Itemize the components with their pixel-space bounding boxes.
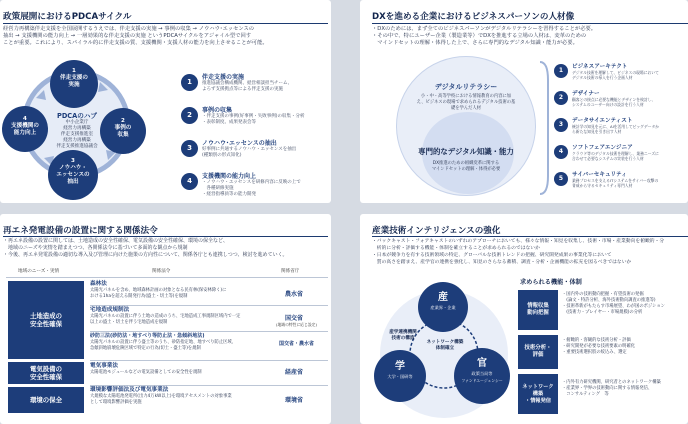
industry-title: 産業技術インテリジェンスの強化 — [372, 226, 501, 236]
pdca-title: 政策展開におけるPDCAサイクル — [3, 12, 132, 22]
pdca-intro-line-2: 抽出 → 支援機関の能力向上 → 一層効果的な伴走支援の実施 というPDCAサイクルをアジャイル型で回す — [3, 33, 252, 39]
dx-role-desc: 業務プロセスを支えるITシステムをサイバー攻撃の — [572, 178, 659, 183]
dx-intro-line-1: ・DXのためには、まず全てのビジネスパーソンがデジタルリテラシーを習得することが必要。 — [372, 26, 597, 32]
dx-role-number: 4 — [554, 145, 568, 159]
dx-role-desc: デジタル技術の導入を行う企画人材 — [572, 75, 633, 80]
dx-outer-desc: 礎を学んだ人材 — [450, 106, 482, 111]
pdca-step-2-desc: ・表彰制度、成果発表会等 — [202, 120, 256, 125]
func-info-desc — [562, 292, 688, 316]
dx-role-heading: データサイエンティスト — [572, 118, 633, 124]
law-desc: 以上の盛土・切土を伴う宅地造成を規制 — [90, 320, 168, 325]
law-desc: 太陽光パネルを含め、地域森林計画の対象となる民有林(保安林除く)に — [90, 288, 227, 293]
law-desc: おける1haを超える開発行為(盛土・切土等)を規制 — [90, 294, 188, 299]
dx-role-4 — [554, 143, 688, 169]
dx-outer-desc: 小・中・高等学校における情報教育の内容に加 — [420, 94, 512, 99]
law-desc: 太陽光パネルの設置に伴う盛土等のうち、砂防指定地、地すべり防止区域、 — [90, 340, 237, 345]
renewable-row-label-line: 環境の保全 — [30, 395, 62, 404]
pdca-step-1-desc: よろず支援拠点等による伴走支援の実施 — [202, 87, 283, 92]
renewable-row-label-line: 安全性確保 — [30, 320, 62, 328]
func-label-line: 技術分析・ — [524, 345, 552, 351]
law-residential-land — [90, 307, 280, 326]
venn-node-sub: 政策当局等 — [471, 371, 493, 376]
dx-inner-desc: マインドセットの理解・体得が必要 — [431, 167, 501, 172]
func-info-label — [518, 290, 558, 330]
renewable-row-label-line: 電気設備の — [30, 364, 62, 373]
func-desc-line: ・国内外の技術動向把握・有望技術の発掘 — [562, 292, 644, 297]
func-desc-line: (技術力・プレイヤー・市場規模)の分析 — [562, 310, 643, 315]
pdca-step-4-desc: ・ノウハウ・エッセンスを研修内容に反映の上で — [202, 180, 301, 185]
law-name: 電気事業法 — [90, 363, 118, 369]
renewable-col-needs: 地域のニーズ・実情 — [18, 269, 60, 274]
law-name: 宅地造成規制法 — [90, 307, 130, 313]
venn-node-label: 官 — [477, 358, 487, 369]
pdca-title-rule — [3, 23, 328, 24]
dx-outer-desc: え、ビジネスの現場で求められるデジタル技術の基 — [416, 100, 516, 105]
pdca-step-4-heading: 支援機関の能力向上 — [202, 173, 257, 180]
func-label-line: 評価 — [532, 352, 544, 358]
law-erosion — [90, 333, 280, 352]
dx-role-desc: システムのユーザー向けの設計を行う人材 — [572, 102, 644, 107]
dx-role-desc: 合わせて必要なシステムの実装を行う人材 — [572, 156, 644, 161]
dx-role-desc: デジタル技術を理解して、ビジネスの現場において — [572, 70, 659, 75]
law-divider — [90, 385, 328, 386]
dx-role-desc: 統計学の知見を元に、AIを活用してビッグデータか — [572, 124, 660, 129]
law-ministry: 環境省 — [285, 397, 304, 404]
renewable-row-label-line: 安全性確保 — [30, 373, 62, 381]
renewable-row-electric-label — [8, 362, 84, 384]
industry-panel — [360, 214, 688, 424]
law-name: 砂防三法(砂防法・地すべり等防止法・急傾斜地法) — [90, 333, 205, 339]
law-divider — [90, 305, 328, 306]
law-divider — [90, 331, 328, 332]
dx-role-heading: デザイナー — [572, 91, 600, 97]
pdca-node-label: 伴走支援の — [60, 75, 88, 81]
pdca-node-number: 1 — [72, 68, 76, 74]
pdca-node-label: 収集 — [117, 132, 129, 138]
func-desc-line: ・産業界・学界の技術動向に関する情報発信、 — [562, 386, 653, 391]
dx-role-desc: 顧客との接点に必要な機能とデザインを検討し、 — [572, 97, 656, 102]
law-desc: 太陽電池モジュールなどの電気設備としての安全性を規制 — [90, 370, 202, 375]
venn-node-label: 産 — [438, 292, 448, 303]
pdca-hub-line: 伴走支援推進室 — [60, 132, 94, 137]
law-desc: 太陽光パネルの設置に伴う土地の造成のうち、宅地造成工事規制区域内で一定 — [90, 314, 241, 319]
dx-role-heading: サイバーセキュリティ — [572, 172, 627, 178]
pdca-node-label: 事例の — [114, 125, 132, 131]
func-desc-line: ・重要技術選択肢の絞込み、選定 — [562, 350, 627, 355]
law-environment — [90, 387, 280, 406]
func-network-label — [518, 374, 558, 414]
pdca-hub-line: 経営力再構築 — [63, 138, 91, 143]
pdca-step-4-desc: 各種研修実施 — [202, 186, 234, 191]
industry-intro-line-3: ・日本が競争力を有する技術領域の特定、グローバルな技術トレンドの把握、研究開発成果の事業化等において — [372, 253, 612, 258]
dx-role-5 — [554, 170, 688, 196]
venn-node-sub: 産業界・企業 — [430, 305, 456, 310]
renewable-header-rule — [6, 277, 328, 278]
dx-role-2 — [554, 89, 688, 115]
pdca-node-label: 能力向上 — [13, 130, 37, 136]
law-ministry: 国交省・農水省 — [279, 341, 315, 347]
renewable-col-laws: 関係法令 — [152, 269, 171, 274]
venn-mid-text: 技術の構造 — [391, 336, 415, 341]
dx-title-rule — [372, 23, 688, 24]
pdca-hub-line: 中小企業庁 — [65, 120, 89, 125]
pdca-node-label: 支援機関の — [11, 123, 39, 129]
pdca-node-number: 3 — [71, 158, 75, 164]
renewable-intro-line-3: ・今後、再エネ発電設備の適切な導入及び管理に向けた施策の方向性について、関係各庁とも連携しつつ、検討を進めていく。 — [3, 252, 288, 258]
func-desc-line: ・技術革新がもたらす市場展望、わが国のポジション — [562, 304, 665, 309]
law-divider — [90, 360, 328, 361]
func-label-line: 動向把握 — [527, 310, 549, 316]
renewable-intro-line-1: ・再エネ設備の設置に関しては、土地造成の安全性確保、電気設備の安全性確保、環境の保全など、 — [3, 238, 229, 244]
dx-role-number: 2 — [554, 91, 568, 105]
pdca-intro-line-3: ことが重要。これにより、スパイラル的に伴走支援の質、支援機関・支援人材の能力を向上させることが可能。 — [3, 40, 268, 46]
law-ministry: 国交省 — [285, 315, 304, 322]
industry-title-rule — [372, 236, 688, 237]
pdca-node-label: エッセンスの — [56, 172, 90, 178]
law-electricity — [90, 363, 280, 376]
pdca-intro-line-1: 経営力再構築伴走支援を全国展開するうえでは、伴走支援の実施 → 事例の収集 → ノウハウ･エッセンスの — [3, 26, 255, 32]
func-desc-line: (論文・特許分析、海外技術動向調査の推進等) — [562, 298, 656, 303]
law-ministry: 農水省 — [285, 291, 304, 298]
pdca-step-3-number: 3 — [181, 140, 198, 157]
pdca-step-1-desc: 推進協議会構成機関、経営相談担当チーム、 — [202, 81, 293, 86]
venn-node-sub: ファンドエージェンシー — [461, 378, 503, 383]
dx-role-1 — [554, 62, 688, 88]
industry-intro-line-2: 析的に分析・評価する機能・体制を確立することが求められるのではないか — [372, 246, 540, 251]
law-forest — [90, 281, 280, 300]
renewable-row-label-line: 土地造成の — [30, 311, 62, 320]
law-ministry: 経産省 — [285, 369, 304, 376]
func-label-line: 情報収集 — [527, 303, 549, 309]
pdca-hub-line: 伴走支援推進協議会 — [56, 144, 98, 149]
dx-role-desc: ら新たな知見を引き出す人材 — [572, 129, 622, 134]
pdca-step-1-heading: 伴走支援の実施 — [202, 74, 245, 81]
pdca-step-3-heading: ノウハウ･エッセンスの抽出 — [202, 140, 277, 147]
func-desc-line: コンサルティング 等 — [562, 392, 609, 397]
industry-func-header: 求められる機能・体制 — [520, 279, 582, 286]
renewable-row-land-label — [8, 281, 84, 359]
func-desc-line: ・内外有力研究機関、研究者とのネットワーク構築 — [562, 380, 661, 385]
law-name: 森林法 — [90, 281, 107, 287]
law-desc: 大規模な太陽電池発電所(出力4万kW以上)を環境アセスメントの対象事業 — [90, 394, 232, 399]
renewable-title: 再エネ発電設備の設置に関する関係法令 — [3, 226, 158, 236]
pdca-step-2-number: 2 — [181, 107, 198, 124]
func-desc-line: ・俯瞰的・客観的な技術分析・評価 — [562, 338, 631, 343]
pdca-hub-title: PDCAのハブ — [56, 112, 98, 120]
venn-mid-text: 産学連携機関 — [389, 330, 417, 335]
func-network-desc — [562, 380, 688, 398]
dx-role-heading: ソフトフェアエンジニア — [572, 145, 633, 151]
venn-academia-node — [374, 350, 426, 402]
venn-node-label: 学 — [395, 361, 405, 372]
dx-intro-line-2: ・その中で、特にユーザー企業（製造業等）でDXを推進する立場の人材は、変革のための — [372, 33, 587, 39]
venn-bottom-mid — [420, 340, 470, 352]
renewable-col-ministry: 関係省庁 — [281, 269, 300, 274]
pdca-hub-line: 経営力再構築 — [63, 126, 91, 131]
pdca-node-1 — [50, 60, 98, 108]
func-label-line: ネットワーク — [522, 383, 554, 390]
pdca-step-4-number: 4 — [181, 173, 198, 190]
industry-intro-line-4: 質の高さを踏まえ、産学官の連携を強化し、知見のさらなる蓄積、調査・分析・企画機能の拡充を図るべきではないか — [372, 260, 632, 265]
pdca-node-label: ノウハウ・ — [59, 165, 87, 171]
law-desc: として環境影響評価を実施 — [90, 400, 142, 405]
dx-role-number: 1 — [554, 64, 568, 78]
pdca-node-2 — [100, 108, 146, 154]
dx-role-desc: 脅威から守るセキュリティ専門人材 — [572, 183, 633, 188]
pdca-node-number: 4 — [23, 116, 27, 122]
venn-node-sub: 大学・国研等 — [387, 374, 413, 379]
func-analysis-label — [518, 335, 558, 369]
dx-role-3 — [554, 116, 688, 142]
dx-inner-desc: DX推進のための組織変革に関する — [432, 161, 500, 166]
venn-mid-text: 体制確立 — [435, 346, 455, 351]
venn-government-node — [454, 348, 510, 404]
pdca-panel — [0, 0, 331, 203]
pdca-node-3 — [48, 150, 98, 200]
renewable-intro-line-2: 地域のニーズや実情を踏まえつつ、各関係法令に基づいて多面的な観点から規制 — [3, 245, 188, 251]
renewable-panel — [0, 214, 331, 424]
dx-panel — [360, 0, 688, 203]
dx-outer-title: デジタルリテラシー — [434, 83, 498, 91]
pdca-step-1-number: 1 — [181, 74, 198, 91]
pdca-node-label: 実施 — [68, 82, 80, 88]
pdca-step-4-desc: ・経営指導員等の能力開発 — [202, 192, 256, 197]
law-name: 環境影響評価法及び電気事業法 — [90, 387, 169, 393]
pdca-node-4 — [2, 106, 48, 152]
dx-role-heading: ビジネスアーキテクト — [572, 64, 628, 70]
dx-role-number: 5 — [554, 172, 568, 186]
dx-bracket — [538, 60, 552, 196]
venn-mid-text: ネットワーク構築 — [426, 340, 464, 345]
venn-industry-node — [418, 282, 468, 332]
pdca-step-2-desc: ・伴走支援の事例(好事例・失敗事例)の収集・分析 — [202, 114, 305, 119]
dx-title: DXを進める企業におけるビジネスパーソンの人材像 — [372, 12, 575, 22]
pdca-step-3-desc: 好事例に共通するノウハウ・エッセンスを抽出 — [202, 147, 297, 152]
dx-role-desc: クラウド等のデジタル技術を理解し、業務ニーズに — [572, 151, 659, 156]
pdca-hub — [46, 110, 108, 150]
pdca-step-3-desc: (種類別の形式知化) — [202, 153, 242, 158]
func-label-line: 構築 — [532, 390, 544, 397]
func-analysis-desc — [562, 338, 688, 356]
pdca-node-label: 抽出 — [67, 179, 79, 185]
law-desc: 急傾斜地崩壊危険区域で特定の行為(切土・盛土等)を規制 — [90, 346, 201, 351]
dx-inner-title: 専門的なデジタル知識・能力 — [418, 147, 514, 156]
industry-intro-line-1: ・バックキャスト・フォアキャストのいずれのアプローチにおいても、様々な情報・知見を収集し、技術・市場・産業動向を俯瞰的・分 — [372, 239, 665, 244]
func-desc-line: ・研究開発が必要な技術要素の明確化 — [562, 344, 636, 349]
pdca-node-number: 2 — [121, 118, 125, 124]
renewable-row-env-label — [8, 387, 84, 413]
func-label-line: ・情報発信 — [525, 397, 551, 404]
renewable-title-rule — [3, 236, 328, 237]
pdca-step-2-heading: 事例の収集 — [202, 107, 233, 114]
dx-intro-line-3: マインドセットの理解・体得した上で、さらに専門的なデジタル知識・能力が必要。 — [372, 40, 578, 46]
dx-role-number: 3 — [554, 118, 568, 132]
law-ministry-note: (地域の特性に応じ設定) — [276, 322, 317, 327]
